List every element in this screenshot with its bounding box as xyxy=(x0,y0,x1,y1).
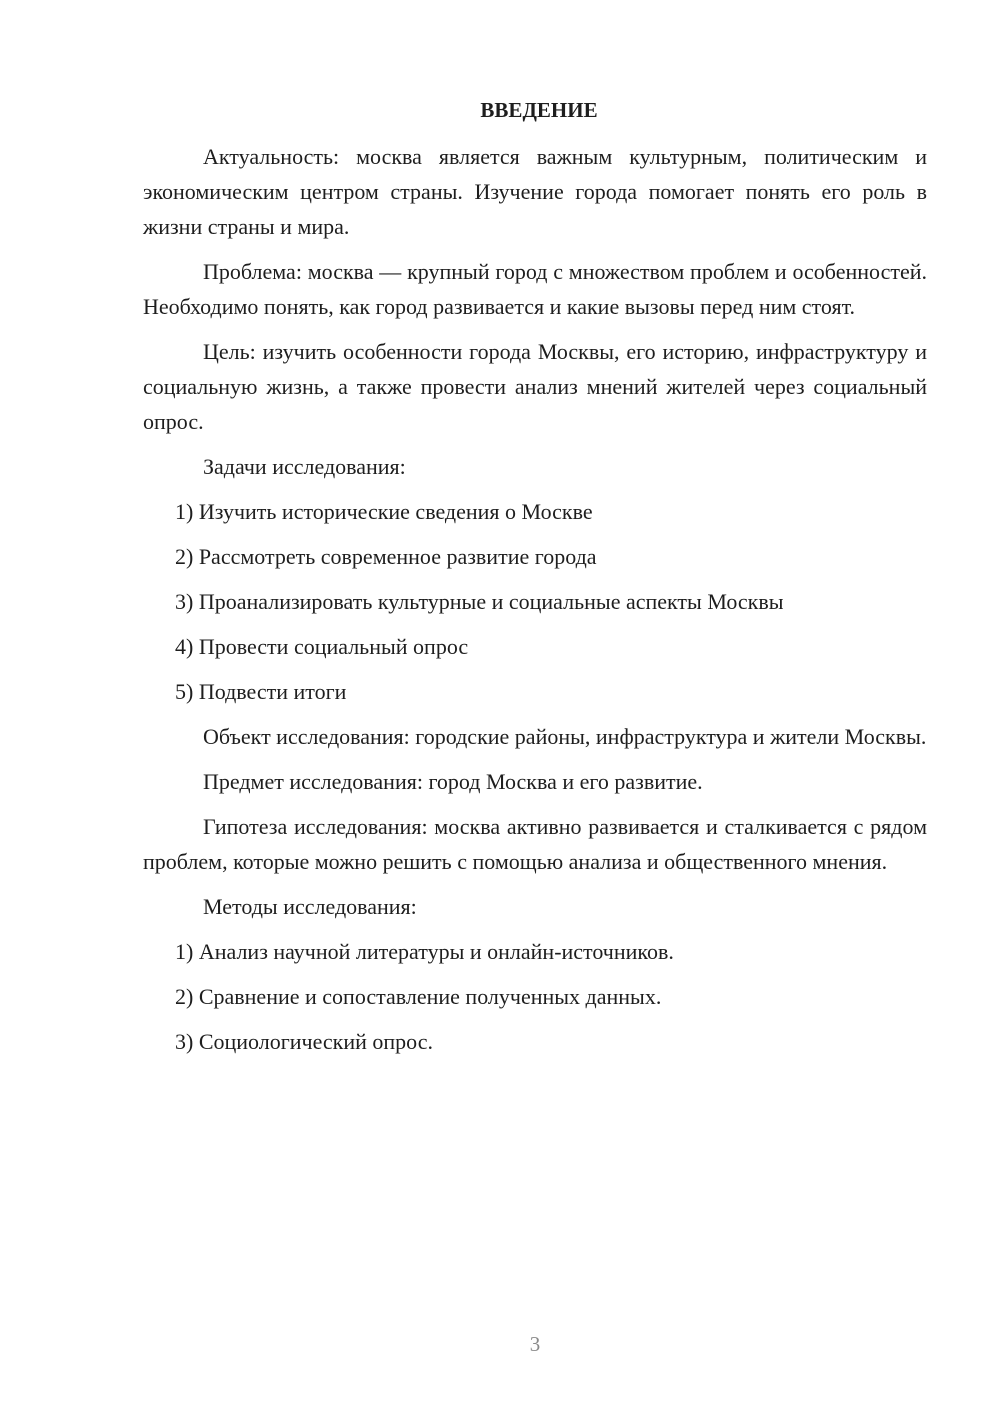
methods-heading: Методы исследования: xyxy=(203,894,417,919)
methods-list xyxy=(143,934,927,1059)
page-number: 3 xyxy=(529,1332,541,1356)
tasks-heading: Задачи исследования: xyxy=(203,454,406,479)
list-item: 3) Социологический опрос. xyxy=(175,1029,433,1054)
section-title: ВВЕДЕНИЕ xyxy=(480,98,598,122)
object-paragraph: Объект исследования: городские районы, инфраструктура и жители Москвы. xyxy=(203,724,927,749)
list-item: 1) Изучить исторические сведения о Москве xyxy=(175,499,593,524)
list-item: 5) Подвести итоги xyxy=(175,679,347,704)
problem-paragraph: Проблема: москва — крупный город с множеством проблем и особенностей. Необходимо понять, как город развивается и какие вызовы перед ним стоят. xyxy=(143,259,927,319)
subject-paragraph: Предмет исследования: город Москва и его развитие. xyxy=(203,769,703,794)
hypothesis-paragraph: Гипотеза исследования: москва активно развивается и сталкивается с рядом проблем, которые можно решить с помощью анализа и общественного мнения. xyxy=(143,814,927,874)
list-item: 2) Рассмотреть современное развитие города xyxy=(175,544,597,569)
goal-paragraph: Цель: изучить особенности города Москвы, его историю, инфраструктуру и социальную жизнь, а также провести анализ мнений жителей через социальный опрос. xyxy=(143,339,927,434)
list-item: 1) Анализ научной литературы и онлайн-источников. xyxy=(175,939,674,964)
document-body xyxy=(143,94,927,1069)
list-item: 4) Провести социальный опрос xyxy=(175,634,469,659)
relevance-paragraph: Актуальность: москва является важным культурным, политическим и экономическим центром страны. Изучение города помогает понять его роль в жизни страны и мира. xyxy=(143,144,927,239)
list-item: 3) Проанализировать культурные и социальные аспекты Москвы xyxy=(175,589,784,614)
tasks-list xyxy=(143,494,927,709)
list-item: 2) Сравнение и сопоставление полученных данных. xyxy=(175,984,662,1009)
